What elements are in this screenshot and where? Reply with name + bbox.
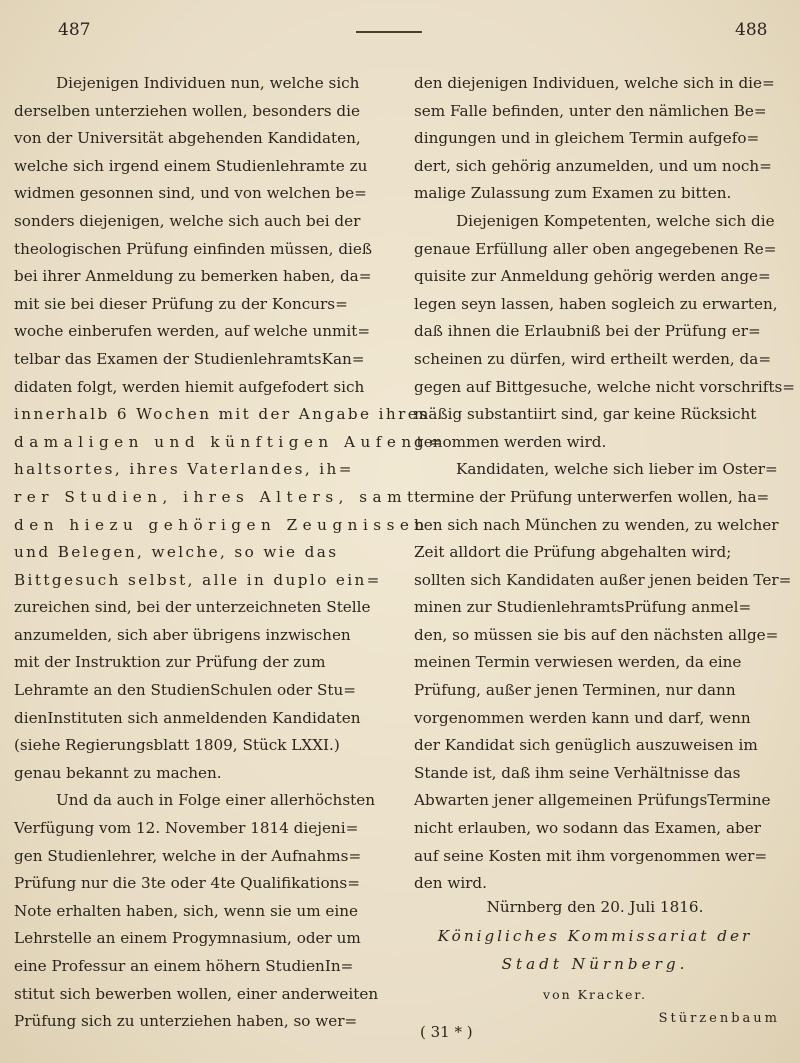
text-line: widmen gesonnen sind, und von welchen be= xyxy=(14,184,367,203)
page-number-right: 488 xyxy=(735,20,768,40)
text-line: gegen auf Bittgesuche, welche nicht vorschrifts= xyxy=(414,377,795,396)
text-line: Diejenigen Individuen nun, welche sich xyxy=(56,74,360,92)
text-line: dienInstituten sich anmeldenden Kandidaten xyxy=(14,708,361,727)
sheet-mark: ( 31 * ) xyxy=(420,1023,473,1041)
text-line: nicht erlauben, wo sodann das Examen, aber xyxy=(414,819,761,838)
page-number-left: 487 xyxy=(58,20,91,40)
text-line: sonders diejenigen, welche sich auch bei der xyxy=(14,211,361,230)
text-line: und Belegen, welche, so wie das xyxy=(14,543,339,562)
text-line: malige Zulassung zum Examen zu bitten. xyxy=(414,184,732,203)
text-line: Prüfung sich zu unterziehen haben, so wer= xyxy=(14,1012,358,1031)
text-line: theologischen Prüfung einfinden müssen, dieß xyxy=(14,239,373,258)
text-line: sem Falle befinden, unter den nämlichen Be= xyxy=(414,101,767,120)
text-line: Kandidaten, welche sich lieber im Oster= xyxy=(456,460,778,479)
text-line: mit sie bei dieser Prüfung zu der Koncurs= xyxy=(14,294,348,313)
text-line: meinen Termin verwiesen werden, da eine xyxy=(414,653,742,672)
text-line: innerhalb 6 Wochen mit der Angabe ihres xyxy=(14,405,430,424)
text-line: anzumelden, sich aber übrigens inzwischen xyxy=(14,625,351,644)
text-line: sollten sich Kandidaten außer jenen beiden Ter= xyxy=(414,570,792,589)
header-rule xyxy=(356,31,422,33)
text-line: Lehrstelle an einem Progymnasium, oder um xyxy=(14,929,361,948)
text-line: daß ihnen die Erlaubniß bei der Prüfung er= xyxy=(414,322,761,341)
text-line: zureichen sind, bei der unterzeichneten Stelle xyxy=(14,598,371,617)
right-column xyxy=(414,70,795,898)
text-line: eine Professur an einem höhern StudienIn= xyxy=(14,957,354,975)
text-line: Lehramte an den StudienSchulen oder Stu= xyxy=(14,681,356,700)
text-line: welche sich irgend einem Studienlehramte zu xyxy=(14,156,368,175)
text-line: von der Universität abgehenden Kandidaten, xyxy=(14,129,361,148)
text-line: derselben unterziehen wollen, besonders die xyxy=(14,101,360,120)
text-line: genommen werden wird. xyxy=(414,432,607,451)
text-line: haltsortes, ihres Vaterlandes, ih= xyxy=(14,460,354,479)
text-line: genau bekannt zu machen. xyxy=(14,763,222,782)
signature-name: Stürzenbaum xyxy=(658,1011,780,1026)
text-line: Abwarten jener allgemeinen PrüfungsTermine xyxy=(414,791,771,810)
text-line: damaligen und künftigen Aufent= xyxy=(14,432,447,451)
text-line: Stande ist, daß ihm seine Verhältnisse das xyxy=(414,763,741,782)
text-line: den, so müssen sie bis auf den nächsten allge= xyxy=(414,625,779,644)
text-line: woche einberufen werden, auf welche unmit= xyxy=(14,322,371,341)
text-line: genaue Erfüllung aller oben angegebenen Re= xyxy=(414,239,777,258)
signature-city: Stadt Nürnberg. xyxy=(501,955,689,973)
text-line: Bittgesuch selbst, alle in duplo ein= xyxy=(14,570,382,589)
signature-von: von Kracker. xyxy=(543,987,647,1002)
signature-date: Nürnberg den 20. Juli 1816. xyxy=(486,898,704,916)
text-line: den wird. xyxy=(414,874,487,893)
text-line: ben sich nach München zu wenden, zu welcher xyxy=(414,515,779,534)
text-line: gen Studienlehrer, welche in der Aufnahms= xyxy=(14,846,362,865)
text-line: termine der Prüfung unterwerfen wollen, ha= xyxy=(414,487,770,506)
text-line: Note erhalten haben, sich, wenn sie um eine xyxy=(14,901,359,920)
text-line: stitut sich bewerben wollen, einer anderweiten xyxy=(14,984,379,1003)
text-line: didaten folgt, werden hiemit aufgefodert sich xyxy=(14,377,365,396)
text-line: vorgenommen werden kann und darf, wenn xyxy=(414,708,751,727)
text-line: den diejenigen Individuen, welche sich in die= xyxy=(414,74,775,92)
text-line: (siehe Regierungsblatt 1809, Stück LXXI.) xyxy=(14,736,340,755)
text-line: scheinen zu dürfen, wird ertheilt werden, da= xyxy=(414,349,772,368)
text-line: rer Studien, ihres Alters, samt xyxy=(14,487,419,506)
text-line: mäßig substantiirt sind, gar keine Rücksicht xyxy=(414,405,757,424)
left-column xyxy=(14,70,447,1036)
text-line: Und da auch in Folge einer allerhöchsten xyxy=(56,791,375,810)
text-line: minen zur StudienlehramtsPrüfung anmel= xyxy=(414,598,752,617)
text-line: Zeit alldort die Prüfung abgehalten wird; xyxy=(414,543,732,562)
text-line: dingungen und in gleichem Termin aufgefo= xyxy=(414,129,760,148)
text-line: bei ihrer Anmeldung zu bemerken haben, da= xyxy=(14,267,372,286)
text-line: den hiezu gehörigen Zeugnissen xyxy=(14,515,430,534)
text-line: Prüfung, außer jenen Terminen, nur dann xyxy=(414,681,736,700)
text-line: der Kandidat sich genüglich auszuweisen im xyxy=(414,736,758,755)
text-line: telbar das Examen der StudienlehramtsKan= xyxy=(14,349,365,368)
text-line: auf seine Kosten mit ihm vorgenommen wer= xyxy=(414,846,768,865)
text-line: legen seyn lassen, haben sogleich zu erwarten, xyxy=(414,294,778,313)
text-line: Verfügung vom 12. November 1814 diejeni= xyxy=(14,819,359,838)
text-line: quisite zur Anmeldung gehörig werden ange= xyxy=(414,267,771,286)
text-line: mit der Instruktion zur Prüfung der zum xyxy=(14,653,326,672)
text-line: Diejenigen Kompetenten, welche sich die xyxy=(456,211,775,230)
text-line: Prüfung nur die 3te oder 4te Qualifikations= xyxy=(14,874,360,893)
signature-office: Königliches Kommissariat der xyxy=(437,927,753,945)
text-line: dert, sich gehörig anzumelden, und um noch= xyxy=(414,156,772,175)
